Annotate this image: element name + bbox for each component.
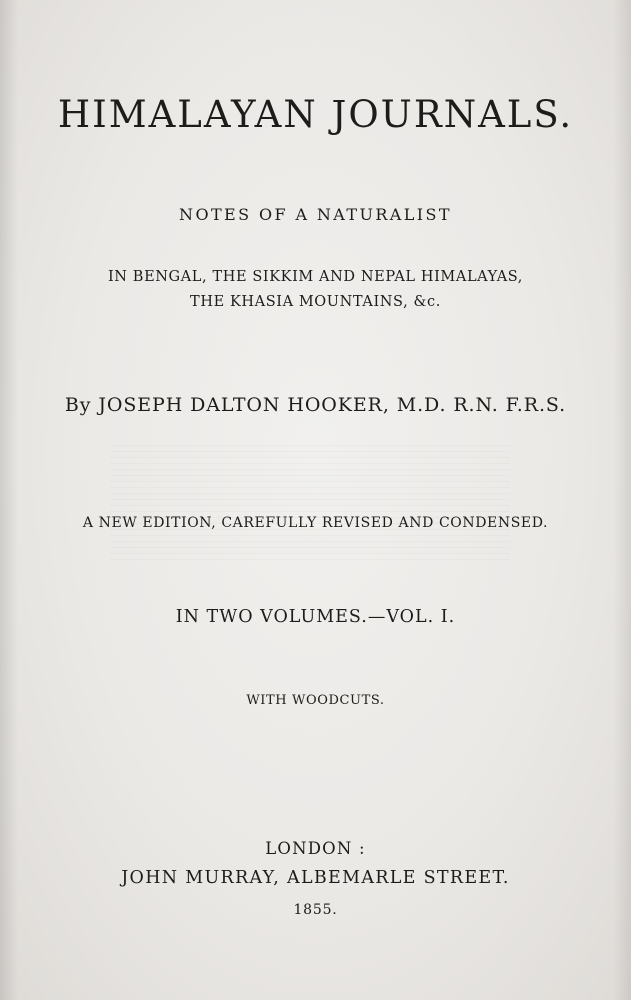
volume-info: IN TWO VOLUMES.—VOL. I. [175,607,456,627]
illustrations-note: WITH WOODCUTS. [246,693,385,708]
description-line-1: IN BENGAL, THE SIKKIM AND NEPAL HIMALAYAS, [107,269,524,285]
show-through-texture [110,440,510,560]
imprint-publisher: JOHN MURRAY, ALBEMARLE STREET. [121,868,510,888]
book-subtitle: NOTES OF A NATURALIST [179,205,452,224]
book-title: HIMALAYAN JOURNALS. [57,93,574,136]
author-line: By JOSEPH DALTON HOOKER, M.D. R.N. F.R.S. [64,394,567,416]
description-line-2: THE KHASIA MOUNTAINS, &c. [190,294,441,310]
imprint-place: LONDON : [265,839,366,858]
edition-note: A NEW EDITION, CAREFULLY REVISED AND CONDENSED. [82,515,549,531]
imprint-year: 1855. [293,902,338,918]
